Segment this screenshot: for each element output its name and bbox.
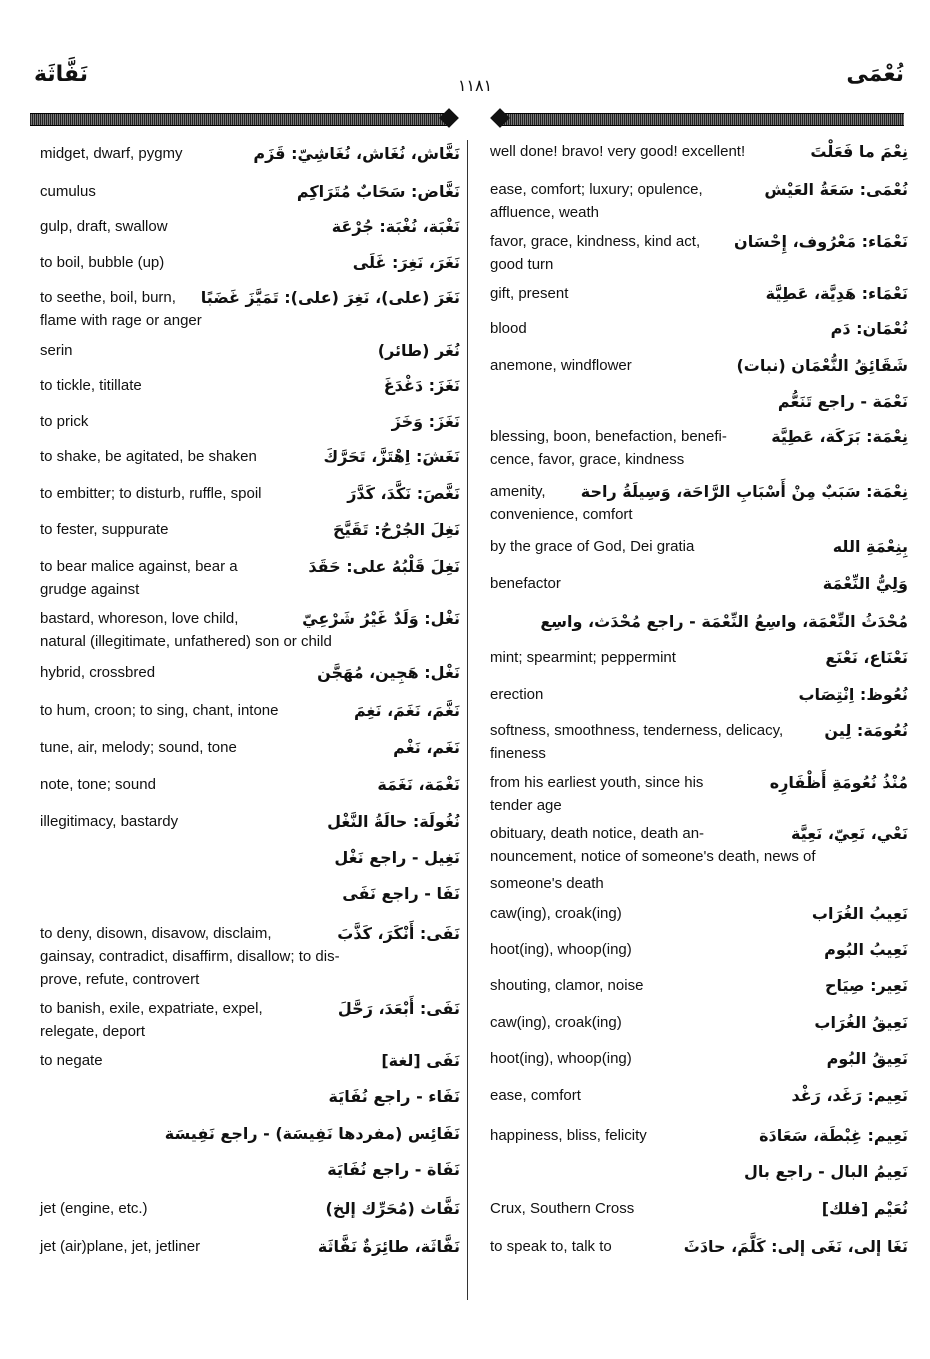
entry-english: to banish, exile, expatriate, expel, — [40, 1000, 263, 1017]
entry-arabic: نَعْمَاء: مَعْرُوف، إِحْسَان — [734, 232, 908, 251]
entry-english: jet (air)plane, jet, jetliner — [40, 1238, 201, 1255]
entry-english: bastard, whoreson, love child, — [40, 610, 239, 627]
entry-arabic: نُغَر (طائر) — [377, 341, 460, 360]
page-number: ١١٨١ — [457, 76, 493, 95]
entry-arabic: نَعِيمُ البال - راجع بال — [743, 1162, 908, 1181]
entry-arabic: نُغُولَة: حالَةُ النَّغْل — [327, 812, 460, 831]
entry-arabic: نُعْمَان: دَم — [830, 319, 908, 338]
guide-word-left: نَفَّاثَة — [34, 62, 88, 87]
entry-arabic: نَفَاء - راجع نُفَايَة — [328, 1087, 460, 1106]
entry-arabic: نَفَى: أَبْعَدَ، رَحَّلَ — [337, 999, 460, 1018]
entry-english-continued: nouncement, notice of someone's death, news of — [490, 848, 816, 865]
entry-english: hoot(ing), whoop(ing) — [490, 941, 632, 958]
entry-arabic: نَفَى [لغة] — [381, 1051, 460, 1070]
entry-english: softness, smoothness, tenderness, delicacy, — [490, 722, 784, 739]
entry-arabic: نَعِيقُ الغُرَاب — [814, 1013, 908, 1032]
entry-english: to negate — [40, 1052, 103, 1069]
entry-english: ease, comfort — [490, 1087, 581, 1104]
entry-arabic: نَغْل: هَجِين، مُهَجَّن — [317, 663, 460, 682]
entry-arabic: نَعِيم: غِبْطَة، سَعَادَة — [759, 1126, 908, 1145]
header-rule-right — [502, 113, 904, 126]
entry-arabic: نَعْمَاء: هَدِيَّة، عَطِيَّة — [765, 284, 908, 303]
entry-arabic: نِعْمَة: سَبَبٌ مِنْ أَسْبَابِ الرَّاحَة، وَسِيلَةُ راحة — [580, 482, 908, 501]
entry-english: gift, present — [490, 285, 569, 302]
entry-english-continued: grudge against — [40, 581, 140, 598]
entry-arabic: نَغْبَة، نُغْبَة: جُرْعَة — [331, 217, 460, 236]
entry-english: anemone, windflower — [490, 357, 632, 374]
entry-english: well done! bravo! very good! excellent! — [490, 143, 746, 160]
entry-arabic: نَغَم، نَغْم — [393, 738, 460, 757]
entry-english-continued: prove, refute, controvert — [40, 971, 200, 988]
entry-arabic: نَغَزَ: دَغْدَغَ — [383, 376, 460, 395]
entry-arabic: نَفَاة - راجع نُفَايَة — [327, 1160, 460, 1179]
entry-english: favor, grace, kindness, kind act, — [490, 233, 701, 250]
entry-english: caw(ing), croak(ing) — [490, 905, 622, 922]
column-divider — [467, 140, 468, 1300]
entry-english: from his earliest youth, since his — [490, 774, 704, 791]
entry-arabic: نَفَّاث (مُحَرِّك إلخ) — [325, 1199, 460, 1218]
entry-english: caw(ing), croak(ing) — [490, 1014, 622, 1031]
header-rule-left — [30, 113, 450, 126]
entry-arabic: نَغَّاش، نُغَاش، نُغَاشِيّ: قَزَم — [253, 144, 460, 163]
entry-english: to boil, bubble (up) — [40, 254, 165, 271]
entry-english-continued: affluence, weath — [490, 204, 599, 221]
entry-arabic: نَعْي، نَعِيّ، نَعِيَّة — [790, 824, 908, 843]
entry-arabic: وَلِيُّ النِّعْمَة — [822, 574, 908, 593]
entry-arabic: نَغِلَ قَلْبُهُ على: حَقَدَ — [308, 557, 460, 576]
entry-english-continued: cence, favor, grace, kindness — [490, 451, 685, 468]
entry-english: by the grace of God, Dei gratia — [490, 538, 695, 555]
entry-english: jet (engine, etc.) — [40, 1200, 148, 1217]
entry-arabic: نَعْمَة - راجع تَنَعُّم — [777, 392, 908, 411]
entry-english: happiness, bliss, felicity — [490, 1127, 647, 1144]
entry-arabic: نَغِيل - راجع نَغْل — [334, 848, 460, 867]
entry-english-continued: someone's death — [490, 875, 604, 892]
entry-english: cumulus — [40, 183, 96, 200]
entry-english: note, tone; sound — [40, 776, 156, 793]
entry-arabic: بِنِعْمَةِ الله — [832, 537, 908, 556]
entry-arabic: نَغِلَ الجُرْحُ: تَقَيَّحَ — [333, 520, 460, 539]
entry-english: serin — [40, 342, 73, 359]
entry-english-continued: flame with rage or anger — [40, 312, 202, 329]
entry-arabic: نَغَّصَ: نَكَّدَ، كَدَّرَ — [347, 484, 460, 503]
entry-arabic: شَقَائِقُ النُّعْمَان (نبات) — [736, 356, 908, 375]
entry-arabic: نَغْمَة، نَغَمَة — [377, 775, 460, 794]
entry-arabic: نَعِيقُ البُوم — [826, 1049, 908, 1068]
entry-english: gulp, draft, swallow — [40, 218, 168, 235]
entry-arabic: نُعَيْم [فلك] — [821, 1199, 908, 1218]
entry-arabic: نَغَزَ: وَخَزَ — [391, 412, 460, 431]
entry-english: to embitter; to disturb, ruffle, spoil — [40, 485, 262, 502]
entry-arabic: نَعِير: صِيَاح — [824, 976, 908, 995]
entry-english: midget, dwarf, pygmy — [40, 145, 183, 162]
entry-arabic: نَغَرَ (على)، نَغِرَ (على): تَمَيَّزَ غَضَبًا — [200, 288, 460, 307]
entry-english: to tickle, titillate — [40, 377, 142, 394]
entry-english: obituary, death notice, death an- — [490, 825, 705, 842]
entry-english: amenity, — [490, 483, 546, 500]
entry-english: mint; spearmint; peppermint — [490, 649, 676, 666]
entry-arabic: نَغْل: وَلَدٌ غَيْرُ شَرْعِيّ — [302, 609, 460, 628]
entry-english-continued: convenience, comfort — [490, 506, 633, 523]
entry-arabic: نَغَّاض: سَحَابٌ مُتَرَاكِم — [296, 182, 460, 201]
entry-english: blood — [490, 320, 527, 337]
entry-english: to shake, be agitated, be shaken — [40, 448, 257, 465]
entry-english: hybrid, crossbred — [40, 664, 156, 681]
entry-english: shouting, clamor, noise — [490, 977, 644, 994]
entry-arabic: نَغَرَ، نَغِرَ: غَلَى — [352, 253, 460, 272]
entry-english: to speak to, talk to — [490, 1238, 612, 1255]
entry-arabic: نَفَّاثَة، طائِرَةٌ نَفَّاثَة — [317, 1237, 460, 1256]
entry-arabic: نَغَّمَ، نَغَمَ، نَغِمَ — [353, 701, 460, 720]
guide-word-right: نُعْمَى — [846, 62, 904, 87]
entry-english: to hum, croon; to sing, chant, intone — [40, 702, 279, 719]
entry-english: tune, air, melody; sound, tone — [40, 739, 237, 756]
entry-english: illegitimacy, bastardy — [40, 813, 179, 830]
entry-english: hoot(ing), whoop(ing) — [490, 1050, 632, 1067]
entry-english-continued: gainsay, contradict, disaffirm, disallow; to dis- — [40, 948, 340, 965]
entry-english-continued: natural (illegitimate, unfathered) son or child — [40, 633, 332, 650]
entry-english: benefactor — [490, 575, 561, 592]
entry-arabic: نُعُوظ: اِنْتِصَاب — [798, 685, 908, 704]
entry-arabic: نَعِيم: رَغَد، رَغْد — [791, 1086, 908, 1105]
entry-arabic: نَغَا إلى، نَغَى إلى: كَلَّمَ، حادَثَ — [683, 1237, 908, 1256]
entry-arabic: نَعِيبُ الغُرَاب — [811, 904, 908, 923]
entry-arabic: نَعْنَاع، نَعْنَع — [825, 648, 908, 667]
entry-arabic: نِعْمَ ما فَعَلْتَ — [810, 142, 908, 161]
entry-english: blessing, boon, benefaction, benefi- — [490, 428, 727, 445]
entry-english-continued: tender age — [490, 797, 562, 814]
entry-arabic: مُنْذُ نُعُومَةِ أَظْفَارِه — [769, 773, 908, 792]
entry-english: to prick — [40, 413, 89, 430]
entry-english: to fester, suppurate — [40, 521, 169, 538]
entry-english-continued: good turn — [490, 256, 554, 273]
entry-english: ease, comfort; luxury; opulence, — [490, 181, 703, 198]
entry-arabic: نَغَشَ: اِهْتَزَّ، تَحَرَّكَ — [323, 447, 460, 466]
entry-english: Crux, Southern Cross — [490, 1200, 635, 1217]
entry-arabic: نُعُومَة: لِين — [824, 721, 908, 740]
entry-english: erection — [490, 686, 544, 703]
entry-arabic: مُحْدَثُ النِّعْمَة، واسِعُ النِّعْمَة - راجع مُحْدَث، واسِع — [540, 612, 908, 631]
entry-arabic: نَعِيبُ البُوم — [824, 940, 908, 959]
page-header — [30, 62, 904, 102]
entry-arabic: نَفَى: أَنْكَرَ، كَذَّبَ — [337, 924, 460, 943]
entry-english: to seethe, boil, burn, — [40, 289, 176, 306]
entry-english-continued: relegate, deport — [40, 1023, 146, 1040]
entry-english: to deny, disown, disavow, disclaim, — [40, 925, 272, 942]
entry-arabic: نَفَا - راجع نَفَى — [342, 884, 460, 903]
entry-arabic: نَفَائِس (مفردها نَفِيسَة) - راجع نَفِيسَة — [164, 1124, 460, 1143]
entry-arabic: نِعْمَة: بَرَكَة، عَطِيَّة — [771, 427, 908, 446]
entry-arabic: نُعْمَى: سَعَةُ العَيْش — [764, 180, 908, 199]
entry-english-continued: fineness — [490, 745, 546, 762]
entry-english: to bear malice against, bear a — [40, 558, 238, 575]
